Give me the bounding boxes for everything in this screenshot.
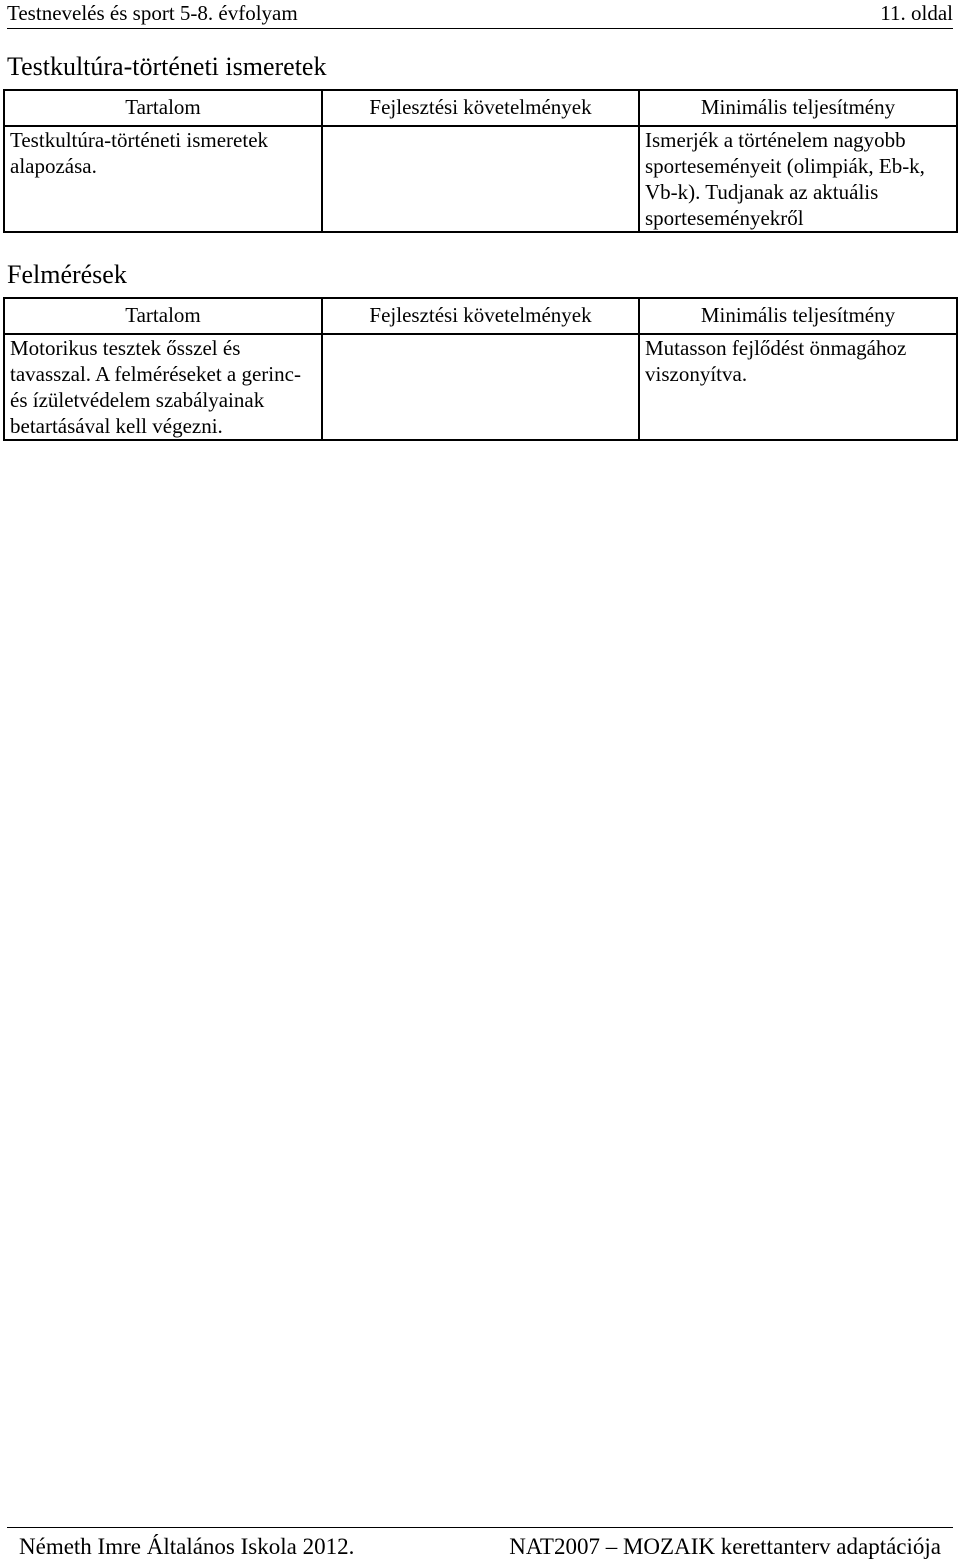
table-header-row xyxy=(4,298,957,334)
table-header-row xyxy=(4,90,957,126)
section-title-assessments: Felmérések xyxy=(7,260,127,289)
cell-minimum: Mutasson fejlődést önmagához viszonyítva. xyxy=(639,334,957,440)
page-footer xyxy=(7,1527,953,1562)
section-title-history: Testkultúra-történeti ismeretek xyxy=(7,52,327,81)
page-header xyxy=(7,0,953,29)
header-page-number: 11. oldal xyxy=(880,1,953,25)
history-requirements-table xyxy=(3,89,958,233)
footer-school: Németh Imre Általános Iskola 2012. xyxy=(19,1534,355,1559)
cell-requirements xyxy=(322,126,639,232)
column-header-minimum: Minimális teljesítmény xyxy=(639,90,957,126)
header-document-title: Testnevelés és sport 5-8. évfolyam xyxy=(7,1,298,25)
cell-minimum: Ismerjék a történelem nagyobb sporteseményeit (olimpiák, Eb-k, Vb-k). Tudjanak az aktuális sporteseményekről xyxy=(639,126,957,232)
footer-curriculum: NAT2007 – MOZAIK kerettanterv adaptációja xyxy=(509,1534,941,1559)
assessments-requirements-table xyxy=(3,297,958,441)
column-header-content: Tartalom xyxy=(4,298,322,334)
cell-requirements xyxy=(322,334,639,440)
column-header-content: Tartalom xyxy=(4,90,322,126)
column-header-requirements: Fejlesztési követelmények xyxy=(322,90,639,126)
table-row xyxy=(4,334,957,440)
cell-content: Testkultúra-történeti ismeretek alapozása. xyxy=(4,126,322,232)
table-row xyxy=(4,126,957,232)
column-header-minimum: Minimális teljesítmény xyxy=(639,298,957,334)
column-header-requirements: Fejlesztési követelmények xyxy=(322,298,639,334)
cell-content: Motorikus tesztek ősszel és tavasszal. A felméréseket a gerinc- és ízületvédelem szabályainak betartásával kell végezni. xyxy=(4,334,322,440)
